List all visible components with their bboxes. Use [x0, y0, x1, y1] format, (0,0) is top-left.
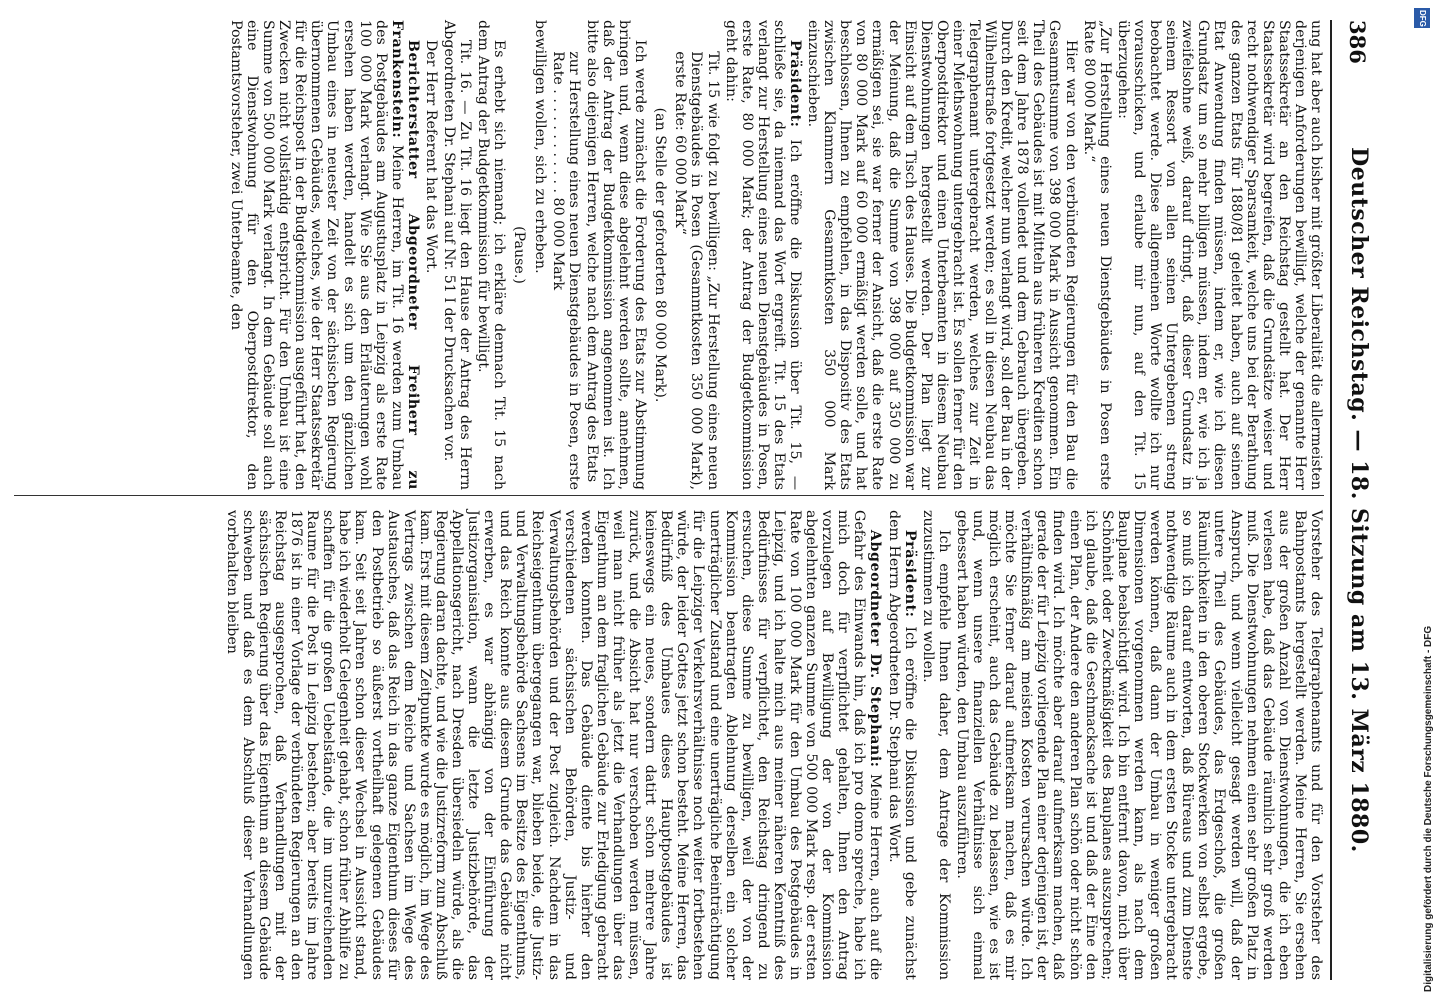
- speaker-name: Abgeordneter Dr. Stephani:: [867, 529, 884, 768]
- paragraph-text: Ich eröffne die Diskussion über Tit. 15, — schließe sie, da niemand das Wort ergreift. Tit. 15 des Etats verlangt zur Herstellung eines neuen Dienstgebäudes in Posen, erste Rate, 80 000 Mark; der Antrag der Budgetkommission geht dahin:: [722, 20, 803, 491]
- paragraph-text: Meine Herren, im Tit. 16 werden zum Umbau des Postgebäudes am Augustusplatz in Leipzig als erste Rate 100 000 Mark verlangt. Wie Sie aus den Erläuterungen wohl ersehen haben werden, handelt es sich um den gänzlichen Umbau eines in neuester Zeit von der sächsischen Regierung übernommenen Gebäudes, welches, wie der Herr Staatssekretär für die Reichspost in der Budgetkommission ausgeführt hat, den Zwecken nicht vollständig entspricht. Für den Umbau ist eine Summe von 500 000 Mark verlangt. In dem Gebäude soll auch eine Dienstwohnung für den Oberpostdirektor, den Postamtsvorsteher, zwei Unterbeamte, den: [227, 20, 405, 490]
- dfg-logo: DFG: [1414, 8, 1430, 28]
- pause-note: (Pause.): [511, 226, 528, 284]
- paragraph: Ich werde zunächst die Forderung des Etats zur Abstimmung bringen und, wenn diese abgelehnt werden sollte, annehmen, daß der Antrag der Budgetkommission angenommen ist. Ich bitte also diejenigen Herren, welche nach dem Antrag des Etats: [583, 20, 649, 490]
- right-column: [4, 510, 1324, 980]
- page-number: 386: [1345, 20, 1370, 64]
- speaker-name: Präsident:: [901, 529, 918, 618]
- motion-note: (an Stelle der geforderten 80 000 Mark).: [652, 107, 669, 403]
- paragraph: Ich empfehle Ihnen daher, dem Antrage der Kommission zuzustimmen zu wollen.: [919, 510, 952, 980]
- speaker-name: Präsident:: [787, 39, 803, 128]
- paragraph: Vorsteher des Telegraphenamts und für den Vorsteher des Bahnpostamts hergestellt werden. Meine Herren, Sie ersehen aus der großen Anzahl von Dienstwohnungen, die ich eben verlesen habe, daß das Gebäude räumlich sehr groß werden muß. Die Dienstwohnungen nehmen einen sehr großen Platz in Anspruch, und wenn vielleicht gesagt werden will, daß der untere Theil des Gebäudes, das Erdgeschoß, die großen Räumlichkeiten in den oberen Stockwerken von selbst ergebe, so muß ich darauf entworten, daß Büreaus und zum Dienste nothwendige Räume auch in dem ersten Stocke untergebracht werden können, daß dann der Umbau in weniger großen Dimensionen vorgenommen werden kann, als nach dem Bauplane beabsichtigt wird. Ich bin entfernt davon, mich über Schönheit oder Zweckmäßigkeit des Bauplanes auszusprechen; ich glaube, daß die Geschmacksache ist und daß der Eine den einen Plan, der Andere den anderen Plan schön oder nicht schön finden wird. Ich möchte aber darauf aufmerksam machen, daß gerade der für Leipzig vorliegende Plan einer derjenigen ist, der verhältnißmäßig am meisten Kosten verursachen würde. Ich möchte Sie ferner darauf aufmerksam machen, daß es mir möglich erscheint, auch das Gebäude zu belassen, wie es ist und, wenn unsere finanziellen Verhältnisse sich einmal gebessert haben würden, den Umbau auszuführen.: [953, 510, 1324, 980]
- header-rule: [1330, 20, 1332, 980]
- paragraph: Hier war von den verbündeten Regierungen für den Bau die Gesammtsumme von 398 000 Mark in Aussicht genommen. Ein Theil des Gebäudes ist mit Mitteln aus früheren Krediten schon seit dem Jahre 1878 vollendet und dem Gebrauch übergeben. Durch den Kredit, welcher nun verlangt wird, soll der Bau in der Wilhelmstraße fortgesetzt werden; es soll in diesen Neubau das Telegraphenamt untergebracht werden, welches zur Zeit in einer Miethswohnung untergebracht ist. Es sollen ferner für den Oberpostdirektor und einen Unterbeamten in diesem Neubau Dienstwohnungen hergestellt werden. Der Plan liegt zur Einsicht auf dem Tisch des Hauses. Die Budgetkommission war der Meinung, daß die Summe von 398 000 auf 350 000 zu ermäßigen sei, sie war ferner der Ansicht, daß die erste Rate von 80 000 Mark auf 60 000 ermäßigt werden solle, und hat beschlossen, Ihnen zu empfehlen, in das Dispositiv des Etats zwischen Klammern Gesammtkosten 350 000 Mark einzuschieben.: [805, 20, 1079, 490]
- speaker-name: Berichterstatter Abgeordneter Freiherr zu Frankenstein:: [388, 20, 421, 490]
- quote: „Zur Herstellung eines neuen Dienstgebäudes in Posen erste Rate 80 000 Mark.“: [1080, 20, 1113, 490]
- left-column: [4, 20, 1324, 490]
- motion-text: Tit. 15 wie folgt zu bewilligen: „Zur Herstellung eines neuen Dienstgebäudes in Posen (Gesammtkosten 350 000 Mark), erste Rate: 60 000 Mark“: [672, 51, 721, 490]
- paragraph: Es erhebt sich niemand; ich erkläre demnach Tit. 15 nach dem Antrag der Budgetkommission für bewilligt.: [475, 20, 508, 490]
- paragraph: ung hat aber auch bisher mit größter Liberalität die allermeisten derjenigen Anforderungen bewilligt, welche der genannte Herr Staatssekretär an den Reichstag gestellt hat. Der Herr Staatssekretär wird begreifen, daß die Grundsätze weiser und recht nothwendiger Sparsamkeit, welche uns bei der Berathung des ganzen Etats für 1880/81 geleitet haben, auch auf seinen Etat Anwendung finden müssen, indem er, wie ich diesen Grundsatz um so mehr billigen müssen, indem er, wie ich ja zweifelsohne weiß, darauf dringt, daß dieser Grundsatz in seinem Ressort von allen seinen Untergebenen streng beobachtet werde. Diese allgemeinen Worte wollte ich nur vorausschicken, und erlaube mir nun, auf den Tit. 15 überzugehen:: [1114, 20, 1324, 490]
- running-title: Deutscher Reichstag. — 18. Sitzung am 13. März 1880.: [1346, 147, 1372, 853]
- paragraph-text: Ich eröffne die Diskussion und gebe zunächst dem Herrn Abgeordneten Dr. Stephani das Wort.: [885, 510, 918, 981]
- paragraph: bewilligen wollen, sich zu erheben.: [531, 20, 548, 274]
- paragraph-text: Meine Herren, auch auf die Gefahr des Einwands hin, daß ich pro domo spreche, habe ich mich doch für verpflichtet gehalten, Ihnen den Antrag vorzulegen auf Bewilligung der von der Kommission abgelehnten ganzen Summe von 500 000 Mark resp. der ersten Rate von 100 000 Mark für den Umbau des Postgebäudes in Leipzig, und ich halte mich aus meiner näheren Kenntniß des Bedürfnisses für verpflichtet, den Reichstag dringend zu ersuchen, diese Summe zu bewilligen, weil der von der Kommission beantragten Ablehnung derselben ein solcher unerträglicher Zustand und eine unerträgliche Beeinträchtigung für die Leipziger Verkehrsverhältnisse noch weiter fortbestehen würde, der leider Gottes jetzt schon besteht. Meine Herren, das Bedürfniß des Umbaues dieses Hauptpostgebäudes ist keineswegs ein neues, sondern datirt schon mehrere Jahre zurück, und die Absicht hat nur verschoben werden müssen, weil man nicht früher als jetzt die Verhandlungen über das Eigenthum an dem fraglichen Gebäude zur Erledigung gebracht werden konnten. Das Gebäude diente bis hierher den verschiedenen sächsischen Behörden, Justiz- und Verwaltungsbehörden und der Post zugleich. Nachdem in das Reichseigenthum übergegangen war, blieben beide, die Justiz- und Verwaltungsbehörde Sachsens im Besitze des Eigenthums, und das Reich konnte aus diesem Grunde das Gebäude nicht erwerben, es war abhängig von der Einführung der Justizorganisation, wann die letzte Justizbehörde, das Appellationsgericht, nach Dresden übersiedeln würde, als die Regierung daran dachte, und wie die Justizreform zum Abschluß kam. Erst mit diesem Zeitpunkte wurde es möglich, im Wege des Vertrags zwischen dem Reiche und Sachsen im Wege des Austausches, daß das Reich in das ganze Eigenthum dieses für den Postbetrieb so äußerst vortheilhaft gelegenen Gebäudes kam. Seit seit Jahren schon dieser Wechsel in Aussicht stand, habe ich wiederholt Gelegenheit gehabt, schon früher Abhilfe zu schaffen für die großen Uebelstände, die im unzureichenden Raume für die Post in Leipzig bestehen; aber bereits im Jahre 1876 ist in einer Vorlage der verbündeten Regierungen an den Reichstag ausgesprochen, daß Verhandlungen mit der sächsischen Regierung über das Eigenthum an diesem Gebäude schweben und daß es dem Abschluß dieser Verhandlungen vorbehalten bleiben: [223, 510, 884, 981]
- paragraph: Der Herr Referent hat das Wort.: [423, 39, 440, 274]
- vote-item: zur Herstellung eines neuen Dienstgebäudes in Posen, erste Rate . . . . . . . . . . . . 80 000 Mark: [549, 51, 582, 490]
- page-header: [1336, 20, 1376, 980]
- paragraph: Tit. 16. — Zu Tit. 16 liegt den Hause der Antrag des Herrn Abgeordneten Dr. Stephani auf Nr. 51 I der Drucksachen vor.: [441, 20, 474, 490]
- column-divider: [14, 495, 1324, 496]
- digitization-notice: Digitalisierung gefördert durch die Deutsche Forschungsgemeinschaft - DFG: [1423, 625, 1434, 992]
